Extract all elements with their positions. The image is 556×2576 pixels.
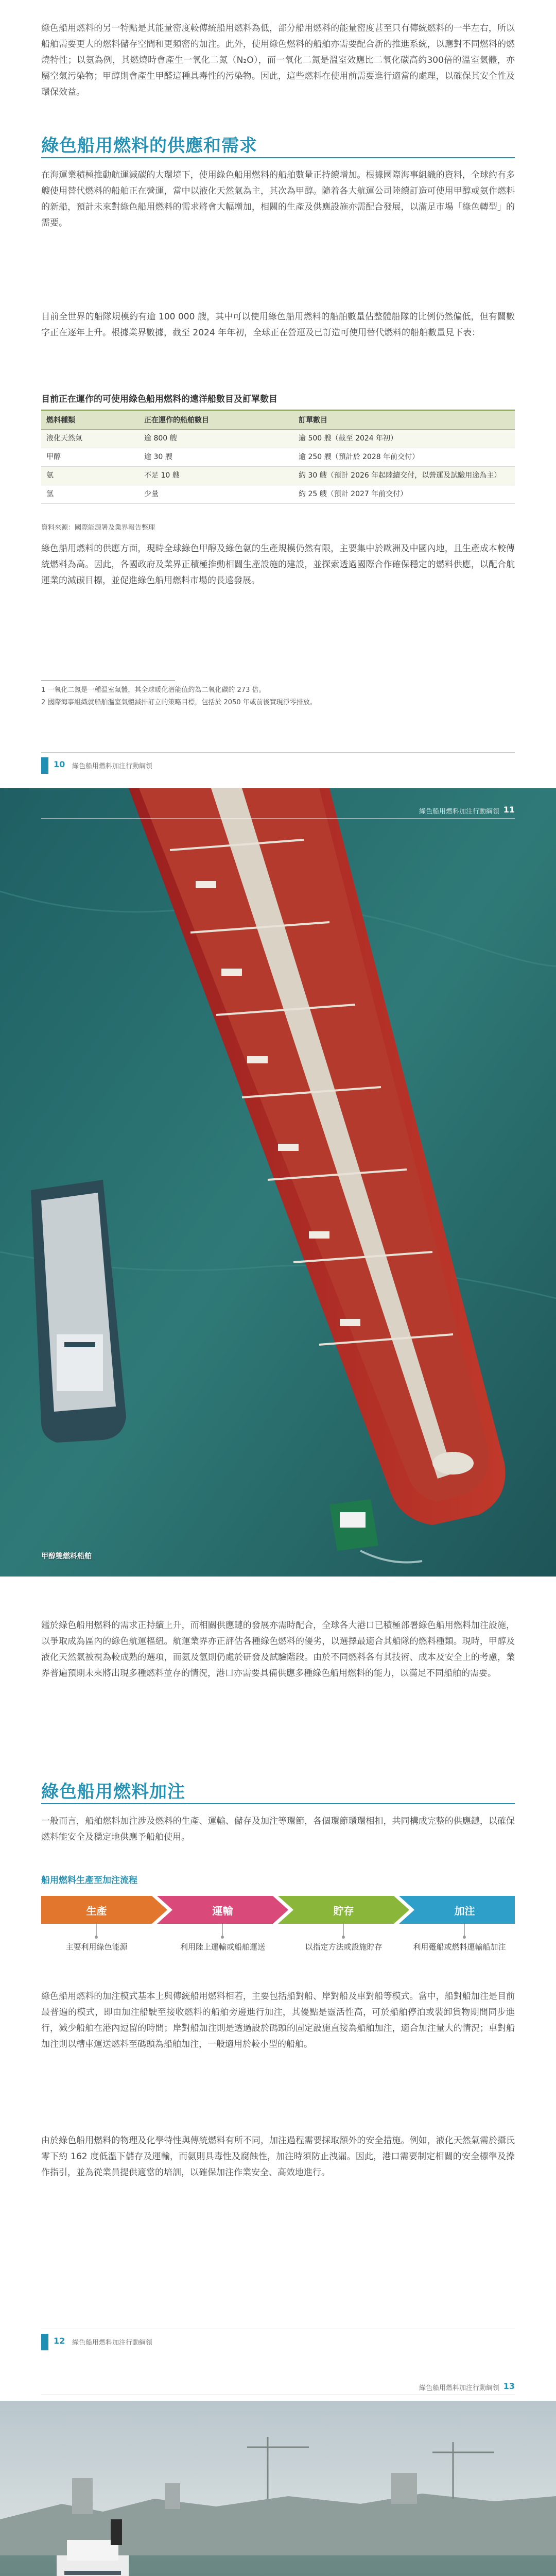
table-row: [41, 430, 515, 448]
page-2: [0, 788, 556, 1577]
table-header-cell: 正在運作的船舶數目: [139, 410, 293, 430]
page-number: 12: [54, 2336, 65, 2346]
chain-step-storage: 貯存: [333, 1904, 354, 1917]
supply-paragraph-3: 綠色船用燃料的供應方面，現時全球綠色甲醇及綠色氨的生產規模仍然有限，主要集中於歐洲及中國內地，且生產成本較傳統燃料為高。因此，各國政府及業界正積極推動相關生產設施的建設，並探索透過國際合作確保穩定的燃料供應，以配合航運業的減碳目標，並促進綠色船用燃料市場的長遠發展。: [41, 544, 515, 586]
header-line: [41, 818, 515, 819]
table-cell: 少量: [139, 485, 293, 504]
supply-paragraph-2: 目前全世界的船隊規模約有逾 100 000 艘，其中可以使用綠色船用燃料的船舶數量佔整體船隊的比例仍然偏低，但有關數字正在逐年上升。根據業界數據，截至 2024 年年初，全球正在營運及已訂造可使用替代燃料的船舶數量見下表：: [41, 312, 515, 338]
header-title: 綠色船用燃料加注行動綱領: [419, 2384, 499, 2392]
chain-caption-production: 主要利用綠色能源: [65, 1942, 128, 1952]
chain-diagram-title: 船用燃料生產至加注流程: [41, 1875, 137, 1886]
footer-title: 綠色船用燃料加注行動綱領: [72, 762, 153, 770]
table-cell: 氨: [41, 467, 139, 485]
heading-underline: [41, 1803, 515, 1804]
footnote-2: 2 國際海事組織就船舶溫室氣體減排訂立的策略目標，包括於 2050 年或前後實現淨零排放。: [41, 699, 317, 706]
chain-step-transport: 運輸: [212, 1904, 233, 1917]
bunkering-safety-paragraph: 由於綠色船用燃料的物理及化學特性與傳統燃料有所不同，加注過程需要採取額外的安全措施。例如，液化天然氣需於攝氏零下約 162 度低溫下儲存及運輸，而氨則具毒性及腐蝕性，加注時須防止洩漏。因此，港口需要制定相關的安全標準及操作指引，並為從業員提供適當的培訓，以確保加注作業安全、高效地進行。: [41, 2136, 515, 2178]
bunkering-paragraph: 一般而言，船舶燃料加注涉及燃料的生產、運輸、儲存及加注等環節，各個環節環環相扣，共同構成完整的供應鏈，以確保燃料能安全及穩定地供應予船舶使用。: [41, 1816, 515, 1842]
footer-title: 綠色船用燃料加注行動綱領: [72, 2339, 153, 2347]
table-cell: 液化天然氣: [41, 430, 139, 448]
table-cell: 逾 500 艘（截至 2024 年初）: [293, 430, 515, 448]
chain-caption-storage: 以指定方法或設施貯存: [305, 1942, 383, 1952]
nieto-tanker-photo: [0, 2401, 556, 2576]
supply-demand-heading: 綠色船用燃料的供應和需求: [41, 135, 257, 156]
table-row: [41, 448, 515, 467]
table-cell: 逾 800 艘: [139, 430, 293, 448]
supply-chain-diagram: [41, 1896, 515, 1963]
chain-connectors: [41, 1924, 515, 1939]
table-row: [41, 467, 515, 485]
header-title: 綠色船用燃料加注行動綱領: [419, 808, 499, 816]
supply-paragraph-1: 在海運業積極推動航運減碳的大環境下，使用綠色船用燃料的船舶數量正持續增加。根據國際海事組織的資料，全球約有多艘使用替代燃料的船舶正在營運，當中以液化天然氣為主，其次為甲醇。隨着各大航運公司陸續訂造可使用甲醇或氨作燃料的新船，預計未來對綠色船用燃料的需求將會大幅增加，相關的生產及供應設施亦需配合發展，以滿足市場「綠色轉型」的需要。: [41, 170, 515, 228]
photo-caption: 甲醇雙燃料船舶: [41, 1552, 92, 1561]
table-header-cell: 燃料種類: [41, 410, 139, 430]
bunkering-intro-paragraph: 鑑於綠色船用燃料的需求正持續上升，而相關供應鏈的發展亦需時配合，全球各大港口已積極部署綠色船用燃料加注設施，以爭取成為區內的綠色航運樞紐。航運業界亦正評估各種綠色燃料的優劣，以選擇最適合其船隊的燃料種類。現時，甲醇及液化天然氣被視為較成熟的選項，而氨及氫則仍處於研發及試驗階段。由於不同燃料各有其技術、成本及安全上的考慮，業界普遍預期未來將出現多種燃料並存的情況，港口亦需要具備供應多種綠色船用燃料的能力，以滿足不同船舶的需要。: [41, 1620, 515, 1679]
page-number: 11: [503, 805, 515, 815]
intro-paragraph: 綠色船用燃料的另一特點是其能量密度較傳統船用燃料為低，部分船用燃料的能量密度甚至只有傳統燃料的一半左右，所以船舶需要更大的燃料儲存空間和更頻密的加注。此外，使用綠色燃料的船舶亦需要配合新的推進系統，以應對不同燃料的燃燒特性；以氨為例，其燃燒時會產生一氧化二氮（N₂O），而一氧化二氮是溫室效應比二氧化碳高約300倍的溫室氣體，亦屬空氣污染物；甲醇則會產生甲醛這種具毒性的污染物。因此，這些燃料在使用前需要進行適當的處理，以確保其安全性及環保效益。: [41, 23, 515, 97]
table-header-row: [41, 410, 515, 430]
table-cell: 逾 30 艘: [139, 448, 293, 467]
table-cell: 氫: [41, 485, 139, 504]
page-number: 13: [503, 2381, 515, 2391]
ships-table: [41, 410, 515, 504]
table-source-note: 資料來源：國際能源署及業界報告整理: [41, 524, 155, 532]
table-cell: 甲醇: [41, 448, 139, 467]
table-cell: 約 30 艘（預計 2026 年起陸續交付，以營運及試驗用途為主）: [293, 467, 515, 485]
page-4: [0, 2365, 556, 2576]
chain-caption-transport: 利用陸上運輸或船舶運送: [180, 1942, 265, 1952]
bunkering-modes-paragraph: 綠色船用燃料的加注模式基本上與傳統船用燃料相若，主要包括船對船、岸對船及車對船等模式。當中，船對船加注是目前最普遍的模式，即由加注船駛至接收燃料的船舶旁邊進行加注，其優點是靈活性高，可於船舶停泊或裝卸貨物期間同步進行，減少船舶在港內逗留的時間；岸對船加注則是透過設於碼頭的固定設施直接為船舶加注，適合加注量大的情況；車對船加注則以槽車運送燃料至碼頭為船舶加注，一般適用於較小型的船舶。: [41, 1991, 515, 2049]
heading-underline: [41, 157, 515, 158]
page-number: 10: [54, 759, 65, 769]
bunkering-heading: 綠色船用燃料加注: [41, 1782, 185, 1802]
table-cell: 不足 10 艘: [139, 467, 293, 485]
chain-step-production: 生產: [86, 1904, 107, 1917]
footnote-1: 1 一氧化二氮是一種溫室氣體，其全球暖化潛能值約為二氧化碳的 273 倍。: [41, 686, 266, 694]
footnote-divider: [41, 680, 175, 681]
table-row: [41, 485, 515, 504]
table-cell: 約 25 艘（預計 2027 年前交付）: [293, 485, 515, 504]
aerial-tanker-photo: [0, 788, 556, 1577]
chain-caption-bunkering: 利用躉船或燃料運輸船加注: [413, 1942, 506, 1952]
table-header-cell: 訂單數目: [293, 410, 515, 430]
table-cell: 逾 250 艘（預計於 2028 年前交付）: [293, 448, 515, 467]
page-1: [0, 0, 556, 788]
bookmark-tab: [41, 757, 48, 774]
table-title: 目前正在運作的可使用綠色船用燃料的遠洋船數目及訂單數目: [41, 394, 277, 404]
tug-boat: [329, 1499, 378, 1551]
chain-step-bunkering: 加注: [454, 1904, 475, 1917]
bookmark-tab: [41, 2334, 48, 2350]
footer-line: [41, 752, 515, 753]
page-3: [0, 1577, 556, 2365]
